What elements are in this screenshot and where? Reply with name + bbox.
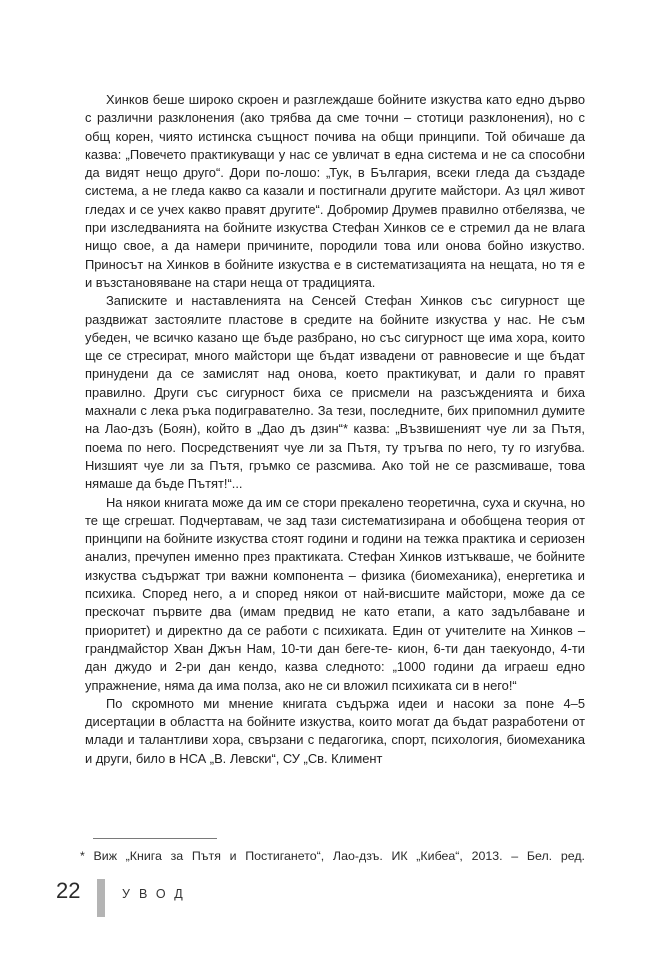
body-text bbox=[85, 91, 585, 768]
footnote-text: * Виж „Книга за Пътя и Постигането“, Лао-дзъ. ИК „Кибеа“, 2013. – Бел. ред. bbox=[80, 849, 585, 863]
body-paragraph: На някои книгата може да им се стори прекалено теоретична, суха и скучна, но те ще сгрешат. Подчертавам, че зад тази систематизирана и обобщена теория от принципи на бойните изкуства стоят години и години на тежка практика и сериозен анализ, пречупен именно през практиката. Стефан Хинков изтъкваше, че бойните изкуства съдържат три важни компонента – физика (биомеханика), енергетика и психика. Според него, а и според някои от най-висшите майстори, може да се прескочат първите два (имам предвид не като етапи, а като задълбаване и приоритет) и директно да се работи с психиката. Един от учителите на Хинков – грандмайстор Хван Джън Нам, 10-ти дан беге-те- кион, 6-ти дан таекуондо, 4-ти дан джудо и 2-ри дан кендо, казва следното: „1000 години да играеш едно упражнение, няма да има полза, ако не си вложил психиката си в него!“ bbox=[85, 494, 585, 693]
page-number: 22 bbox=[56, 878, 81, 903]
footer-divider-bar bbox=[97, 879, 105, 917]
body-paragraph: Хинков беше широко скроен и разглеждаше бойните изкуства като едно дърво с различни разклонения (ако трябва да сме точни – стотици разклонения), но с общ корен, чиято истинска същност почива на общи принципи. Той обичаше да казва: „Повечето практикуващи у нас се увличат в една система и не са способни да видят нещо друго“. Дори по-лошо: „Тук, в България, всеки гледа да създаде система, а не гледа какво са казали и постигнали другите майстори. Аз цял живот гледах и се учех какво правят другите“. Добромир Друмев правилно отбелязва, че при изследванията на бойните изкуства Стефан Хинков се е стремил да не влага нищо свое, а да намери причините, породили това или онова бойно изкуство. Приносът на Хинков в бойните изкуства е в систематизацията на нещата, но тя е и възстановяване на стари неща от традицията. bbox=[85, 92, 585, 290]
footnote-rule bbox=[93, 838, 217, 839]
section-title: УВОД bbox=[122, 887, 192, 901]
body-paragraph: По скромното ми мнение книгата съдържа идеи и насоки за поне 4–5 дисертации в областта на бойните изкуства, които могат да бъдат разработени от млади и талантливи хора, свързани с педагогика, спорт, психология, биомеханика и други, било в НСА „В. Левски“, СУ „Св. Климент bbox=[85, 695, 585, 766]
body-paragraph: Записките и наставленията на Сенсей Стефан Хинков със сигурност ще раздвижат застоялите пластове в средите на бойните изкуства у нас. Не съм убеден, че всичко казано ще бъде разбрано, но със сигурност ще има хора, които ще се стресират, много майстори ще бъдат извадени от равновесие и ще бъдат принудени да се замислят над онова, което практикуват, и дали го правят правилно. Други със сигурност биха се присмели на разсъжденията и биха махнали с лека ръка подигравателно. За тези, последните, бих припомнил думите на Лао-дзъ (Боян), който в „Дао дъ дзин“* казва: „Възвишеният чуе ли за Пътя, поема по него. Посредственият чуе ли за Пътя, ту тръгва по него, ту го изгубва. Низшият чуе ли за Пътя, гръмко се разсмива. Ако той не се разсмиваше, това нямаше да бъде Пътят!“... bbox=[85, 293, 585, 492]
footnote-block bbox=[80, 838, 585, 864]
